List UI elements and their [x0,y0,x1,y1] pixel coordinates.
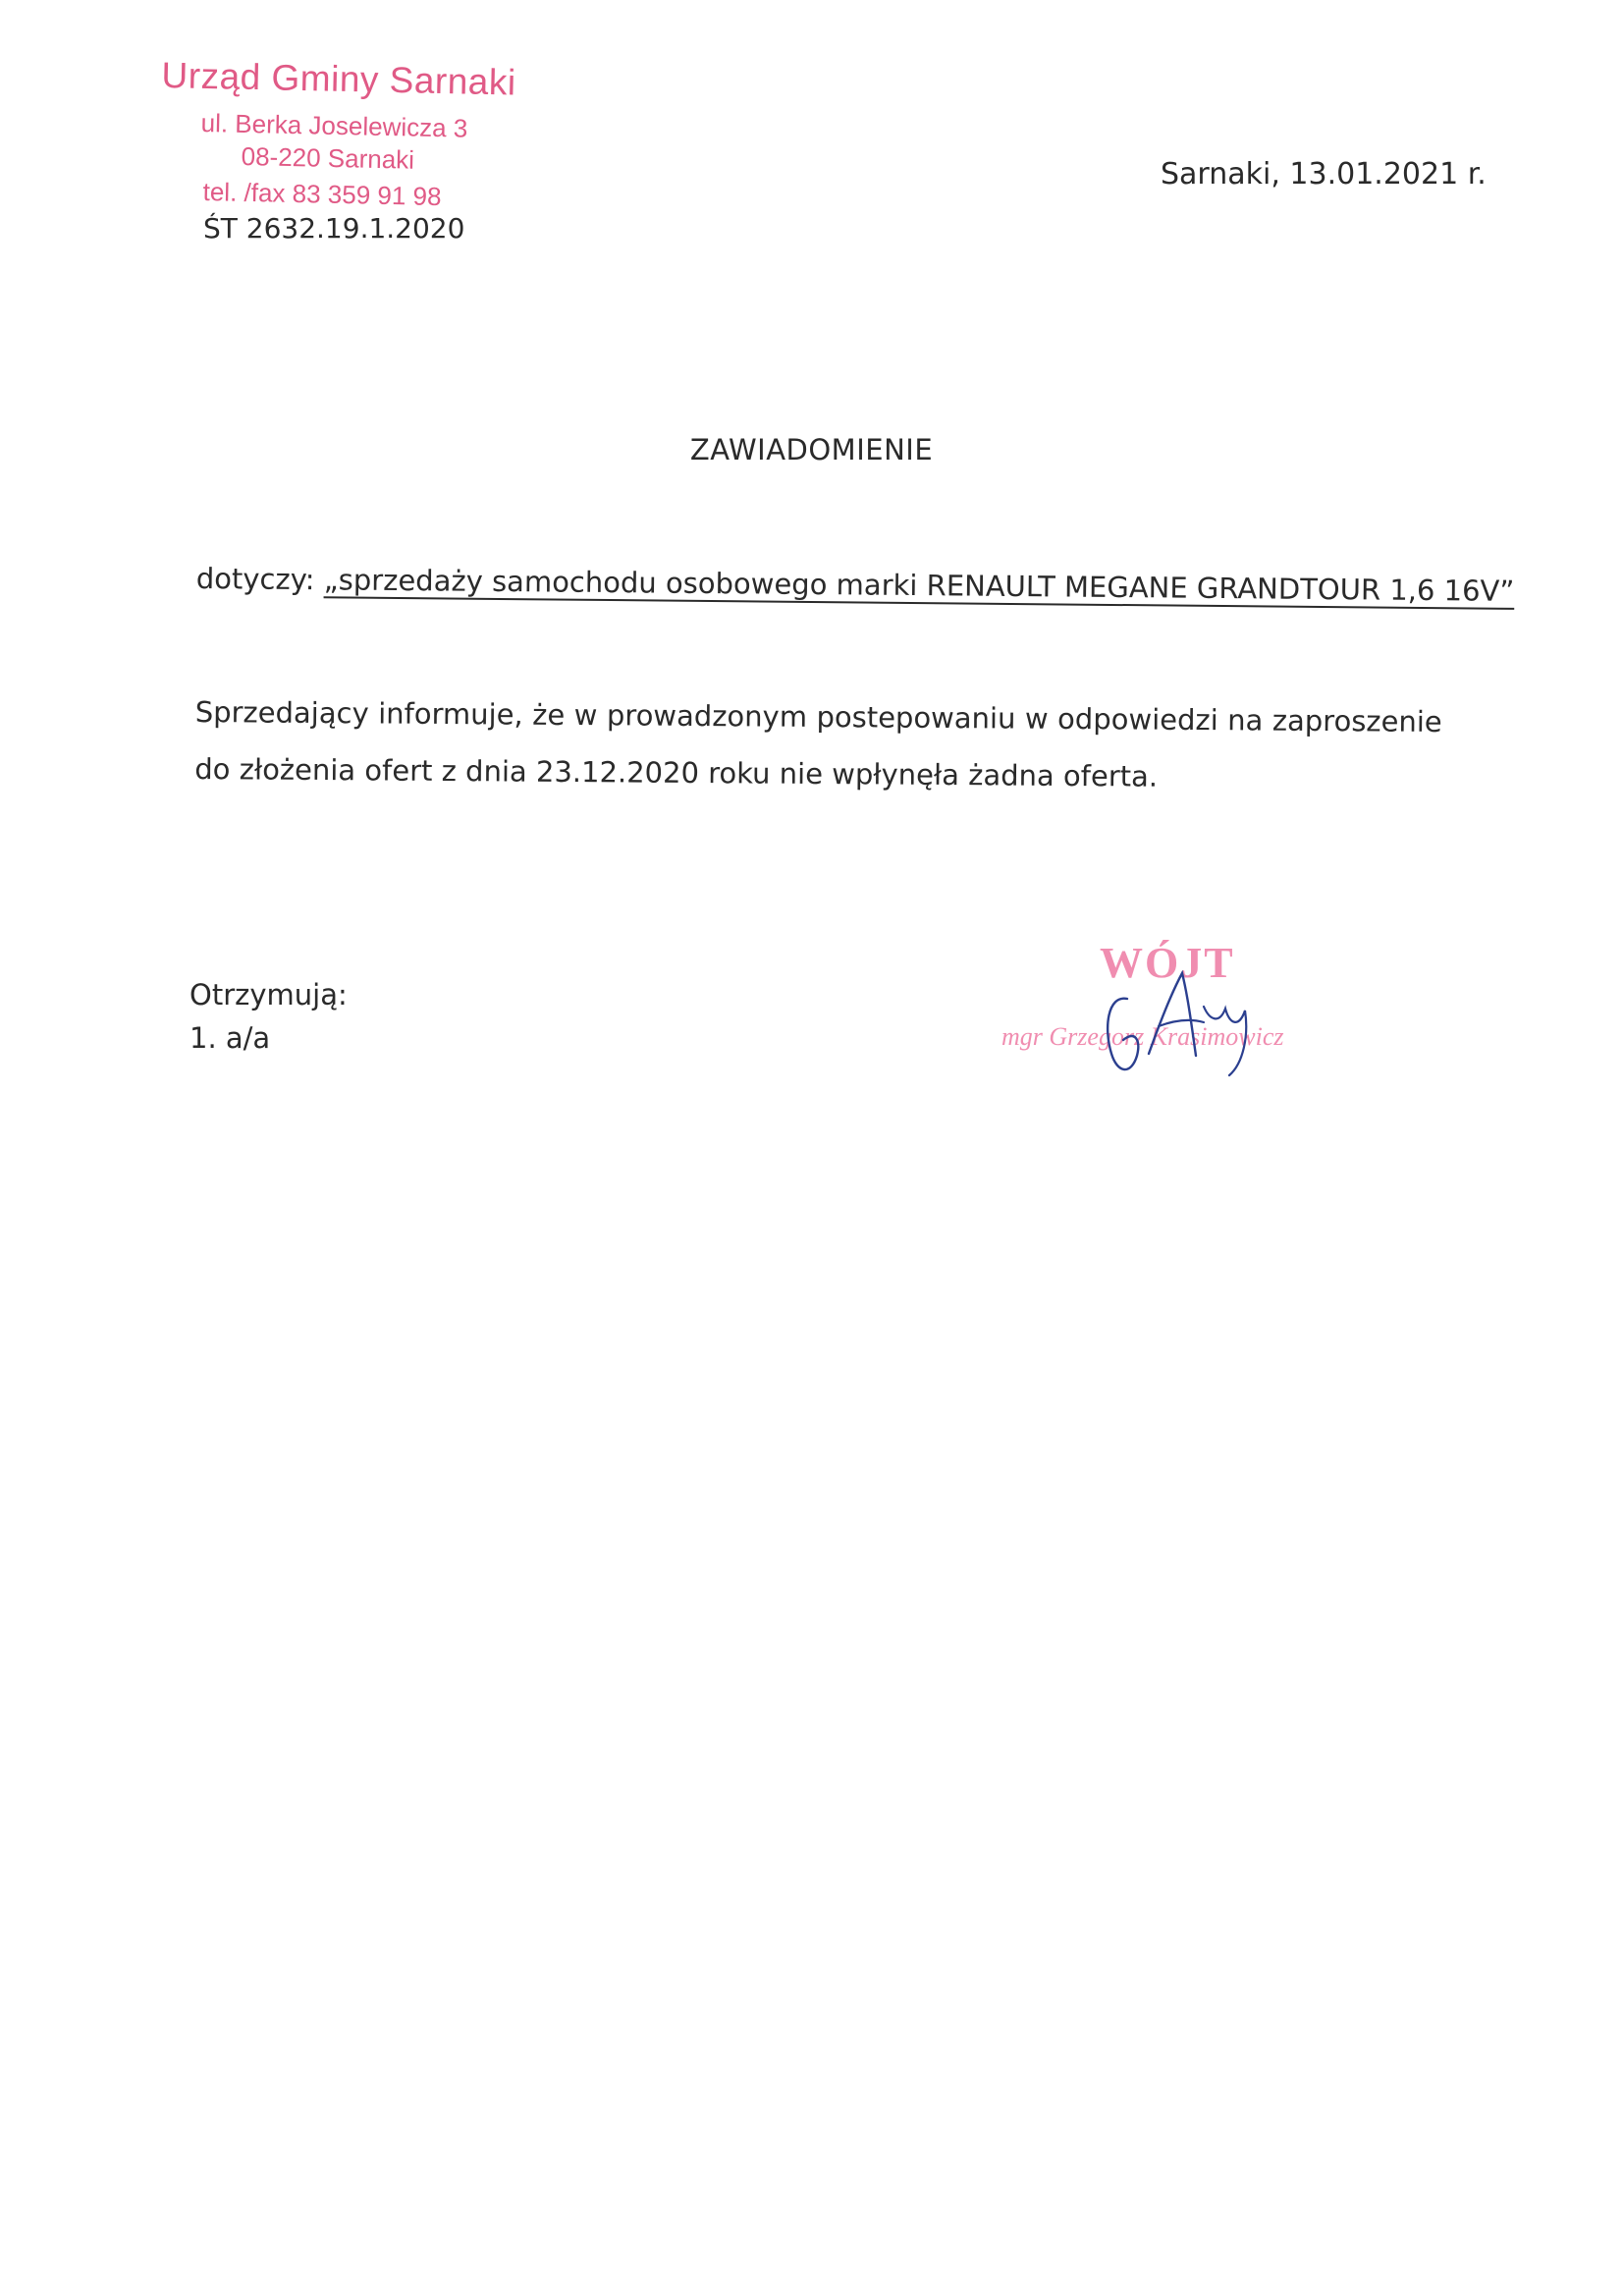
office-postal-city: 08-220 Sarnaki [241,141,415,175]
body-paragraph [194,683,1442,807]
regarding-label: dotyczy: [195,562,315,597]
office-phone-fax: tel. /fax 83 359 91 98 [202,177,442,212]
regarding-line [196,562,1515,608]
office-address: ul. Berka Joselewicza 3 [200,108,468,143]
signature-stamp [1001,938,1355,1085]
body-line-1: Sprzedający informuje, że w prowadzonym postepowaniu w odpowiedzi na zaproszenie [194,694,1442,738]
regarding-subject: „sprzedaży samochodu osobowego marki RENAULT MEGANE GRANDTOUR 1,6 16V” [323,563,1515,608]
date-line: Sarnaki, 13.01.2021 r. [1161,157,1487,191]
document-heading: ZAWIADOMIENIE [689,433,934,466]
reference-number: ŚT 2632.19.1.2020 [203,212,465,245]
stamp-official-name: mgr Grzegorz Krasimowicz [1001,1022,1284,1051]
recipients-label: Otrzymują: [189,978,348,1011]
body-line-2: do złożenia ofert z dnia 23.12.2020 roku nie wpłynęła żadna oferta. [194,751,1159,793]
handwritten-signature [1001,938,1355,1085]
stamp-title: WÓJT [1100,939,1235,987]
recipients-item: 1. a/a [189,1021,271,1055]
office-name: Urząd Gminy Sarnaki [161,55,517,103]
